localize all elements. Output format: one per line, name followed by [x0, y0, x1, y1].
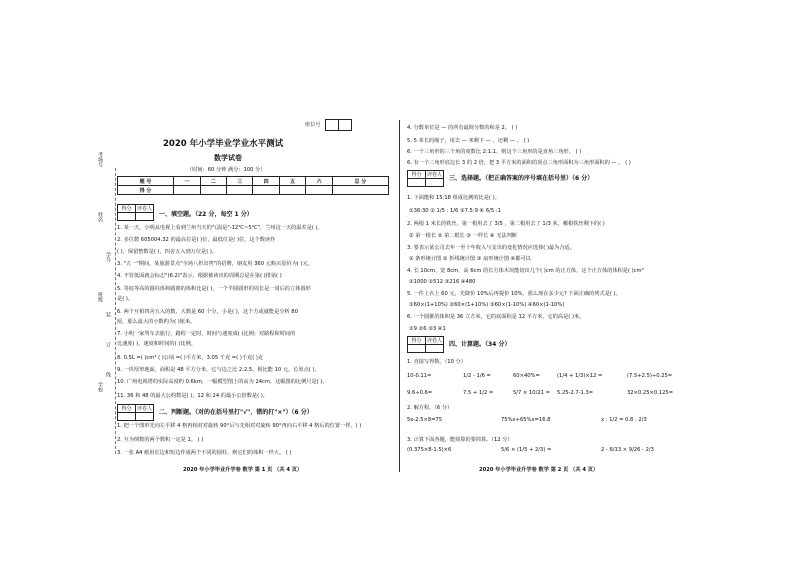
judge-item: 5. 5 米长的绳子，用去 — 米剩下 — ，还剩 — 。 ( ): [407, 138, 530, 144]
score-row-label: 得 分: [118, 186, 174, 195]
section1-item: 5. 等底等高的圆柱体和圆锥的体积比是( )，一个半圆圆形的周长是一周后的立体圆形: [117, 286, 311, 292]
calc-title: 3. 计算下面各题，能简算的要简算。（12 分）: [407, 437, 513, 443]
section3-title: 三、选择题。（把正确答案的序号填在括号里）（6 分）: [449, 175, 594, 182]
section1-item: 1. 某一天，小明从电视上看到兰州当天的气温是"-12℃~5℃"，兰州这一天的温差是( )。: [117, 225, 323, 231]
seat-box-2: [338, 119, 352, 131]
calc-item: (0.375×8-1.5)×6: [407, 447, 452, 453]
score-header-cell: 六: [306, 177, 332, 186]
section1-item: 厘，那么最大的小数约为( )厘米。: [117, 319, 196, 325]
choice-options: ①36:30 ② 1/5 : 1/6 ③7.5:9 ④ 6/5 :1: [409, 208, 501, 214]
section2-title: 二、判断题。（对的在括号里打"√"，错的打"×"）（6 分）: [159, 409, 313, 416]
choice-item: 3. 要表示某公司去年一至十年收入与支出的变化情况应选择( )最为合适。: [407, 245, 575, 251]
grader-name-label: 评卷人: [136, 206, 152, 212]
section1-item: 4. 不管低面就会标志"(6.2)"表示，根据被读出的周期总是在第( )排第( ): [117, 273, 282, 279]
score-table: [117, 176, 389, 195]
equation-title: 2. 解方程。（6 分）: [407, 405, 453, 411]
equation-item: x : 1/2 = 0.8 : 2/3: [601, 417, 647, 423]
choice-options: ①60×(1+10%) ②60×(1+10%) ③60×(1-10%) ④60×(1-10%): [409, 302, 565, 308]
grader-name-label: 评卷人: [136, 406, 152, 412]
equation-item: 5x-2.5×8=75: [407, 417, 443, 423]
calc-item: 2 - 6/13 × 9/26 - 2/3: [601, 447, 654, 453]
score-table-score-row: [118, 186, 389, 195]
section1-item: 6. 两个互相四舍五入的数，大数是 60 个分，小是( )，这个方或就能是分析 80: [117, 309, 298, 315]
section1-item: 比速度( )，速度和时间的( )比例。: [117, 341, 196, 347]
oral-item: 5.25-2.7-1.3=: [557, 390, 594, 396]
choice-item: 1. 下面能和 15:18 组成比例的比是( )。: [407, 195, 500, 201]
grader-name-label: 评卷人: [426, 338, 442, 344]
left-page: [103, 120, 399, 476]
choice-options: ① 条形统计图 ② 折线统计图 ③ 扇形统计图 ④都可以: [409, 256, 531, 262]
seat-box-1: [325, 119, 339, 131]
equation-item: 75%x+65%x=16.8: [501, 417, 551, 423]
grader-score-cell[interactable]: [118, 413, 136, 421]
score-cell[interactable]: [306, 186, 332, 195]
page-subtitle: 数学试卷: [214, 154, 242, 162]
oral-item: 5/7 × 10/21 =: [513, 390, 550, 396]
grader-name-cell[interactable]: [426, 345, 444, 353]
section1-item: 10. 广州电视塔的实际高度约 0.6km，一幅模型图上的高为 24cm，这幅图的比例尺是( )。: [117, 379, 328, 385]
section1-item: 8. 0.5L =( )cm³ ( )公顷 =( )平方米，3.05 千克 =( )千克( )克: [117, 355, 264, 361]
oral-item: (1/4 + 1/3)×12 =: [557, 373, 603, 379]
section1-item: 11. 36 和 48 的最大公约数是( )，12 和 24 的最小公倍数是( )。: [117, 393, 268, 399]
calc-item: 5/6 × (1/5 + 2/3) =: [501, 447, 552, 453]
left-page-footer: 2020 年小学毕业升学卷 数学 第 1 页 （共 4 页）: [183, 467, 303, 473]
score-cell[interactable]: [332, 186, 388, 195]
choice-item: 5. 一件上衣上 60 元，先降价 10%后再提价 10%，那么现在多少元? 下面正确的列式是( )。: [407, 291, 621, 297]
oral-item: 60×40%=: [513, 373, 540, 379]
page-title: 2020 年小学毕业学业水平测试: [163, 139, 284, 149]
grader-score-label: 得分: [118, 205, 136, 213]
binding-label-room: 考场号: [97, 152, 103, 167]
score-cell[interactable]: [253, 186, 279, 195]
score-header-cell: 二: [200, 177, 226, 186]
score-header-cell: 四: [253, 177, 279, 186]
score-table-header-row: [118, 177, 389, 186]
choice-options: ①9 ②6 ③3 ④1: [409, 326, 446, 332]
score-header-cell: 三: [227, 177, 253, 186]
score-header-cell: 五: [279, 177, 305, 186]
grader-box-4: [407, 336, 444, 353]
choice-options: ①1000 ②512 ③216 ④480: [409, 279, 476, 285]
binding-mark-3: 线: [105, 372, 111, 377]
grader-score-cell[interactable]: [408, 179, 426, 187]
grader-box-2: [117, 404, 154, 421]
section4-title: 四、计算题。（34 分）: [449, 341, 511, 348]
section1-item: 是( )。: [117, 296, 134, 302]
section1-item: 7. 小明一家驾车去旅行，路程一定时，时间与速度成( )比例；对路程和时间的: [117, 331, 296, 337]
score-cell[interactable]: [227, 186, 253, 195]
grader-score-cell[interactable]: [408, 345, 426, 353]
section1-item: 2. 多位数 605004.32 的最高位是( )位，最低位是( )位，这个数读作: [117, 237, 276, 243]
grader-box-1: [117, 204, 154, 221]
oral-title: 1. 直接写得数。（10 分）: [407, 359, 466, 365]
oral-item: 10-0.11=: [407, 373, 432, 379]
judge-item: 6. 一个三角形的三个角的度数比 2:1:1，则这个三角形的是直角三角形。 ( ): [407, 149, 582, 155]
judge-item: 6. 有一个三角形底边长 3 的 2 倍，把 3 平方米的面积的顶点三角形面积为三角形面积的 — 。 ( ): [407, 160, 631, 166]
binding-label-number: 学号: [105, 252, 111, 262]
section2-item: 3. 一张 A4 纸用长边和短边作成两个不同的圆柱，则它们的体积一样大。 ( ): [117, 450, 292, 456]
score-cell[interactable]: [200, 186, 226, 195]
exam-sheet: [93, 112, 703, 482]
section2-item: 2. 互为倒数的两个数积一定是 1。 ( ): [117, 437, 204, 443]
score-header-cell: 题 号: [118, 177, 174, 186]
section2-item: 1. 把一个图形先向左平移 4 格再相对对旋转 90°后与先相对对旋转 90°再向右平移 4 格后的位置一样。( ): [117, 423, 362, 429]
binding-label-name: 姓名: [97, 212, 103, 222]
grader-score-label: 得分: [408, 171, 426, 179]
right-page: [405, 120, 701, 476]
time-info: （时间：60 分钟 满分：100 分）: [187, 167, 266, 173]
oral-item: 32×0.25×0.125=: [627, 390, 674, 396]
choice-item: 4. 长 10cm、宽 8cm、高 6cm 的长方体木块能切出几个( )cm 的正方体，这个正方体的体积是( )cm³: [407, 268, 644, 274]
choice-item: 6. 一个圆锥的体积是 36 立方米，它的底面积是 12 平方米，它的高是( )米。: [407, 314, 585, 320]
choice-options: ① 第一根长 ② 第二根长 ③ 一样长 ④ 无法判断: [409, 233, 517, 239]
binding-label-class: 班级: [97, 292, 103, 302]
right-page-footer: 2020 年小学毕业升学卷 数学 第 2 页 （共 4 页）: [479, 467, 599, 473]
section1-title: 一、填空题。（22 分，每空 1 分）: [159, 211, 253, 218]
section1-item: 9. 一块厚形地面，面积是 48 平方分米，它与边之比 2:2.5，相比能 10 元，长厚点( )。: [117, 367, 320, 373]
oral-item: (7.5+2.5)÷0.25=: [627, 373, 673, 379]
binding-label-school: 学校: [97, 382, 103, 392]
grader-name-cell[interactable]: [136, 413, 154, 421]
grader-name-label: 评卷人: [426, 172, 442, 178]
judge-item: 4. 分数单位是 — 的所有最简分数的和是 2。 ( ): [407, 125, 518, 131]
seat-label: 座位号: [305, 122, 321, 128]
oral-item: 7.5 + 1/2 =: [463, 390, 494, 396]
section1-item: 3. "五一"期间，某旅游景点"全场八折出售"的招牌，朋友用 360 元购买原价为( )元。: [117, 261, 313, 267]
oral-item: 9.6÷0.6=: [407, 390, 433, 396]
binding-mark-1: 装: [105, 312, 111, 317]
grader-score-cell[interactable]: [118, 213, 136, 221]
grader-name-cell[interactable]: [426, 179, 444, 187]
grader-box-3: [407, 170, 444, 187]
score-cell[interactable]: [279, 186, 305, 195]
grader-score-label: 得分: [118, 405, 136, 413]
section1-item: ( )，保留整数是( )，四舍五入到万位是( )。: [117, 249, 218, 255]
choice-item: 2. 两根 1 米长的铁丝，第一根用去了 3/5 ，第二根用去了 1/3 米，哪根铁丝剩下的( ): [407, 221, 605, 227]
page-divider: [399, 120, 400, 472]
binding-mark-2: 订: [105, 342, 111, 347]
score-cell[interactable]: [174, 186, 200, 195]
score-header-cell: 一: [174, 177, 200, 186]
grader-name-cell[interactable]: [136, 213, 154, 221]
score-header-cell: 总 分: [332, 177, 388, 186]
oral-item: 1/2 - 1/6 =: [463, 373, 491, 379]
grader-score-label: 得分: [408, 337, 426, 345]
